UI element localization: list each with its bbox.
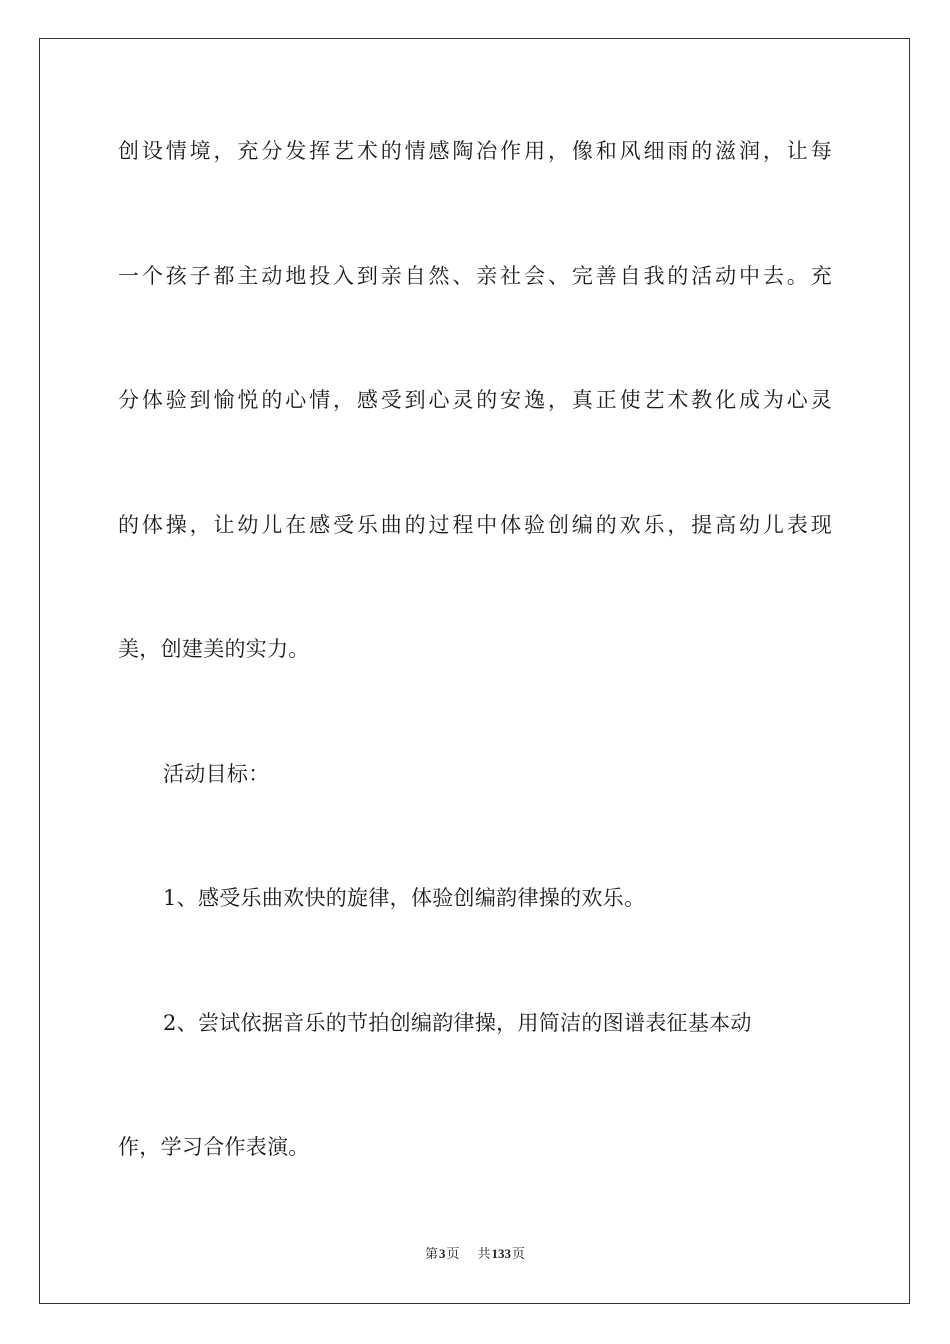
goal-item-2-line-1: 2、尝试依据音乐的节拍创编韵律操，用简洁的图谱表征基本动 (163, 1011, 752, 1035)
section-heading: 活动目标： (163, 762, 270, 786)
paragraph-line-1: 创设情境，充分发挥艺术的情感陶冶作用，像和风细雨的滋润，让每 (118, 139, 832, 163)
paragraph-line-3: 分体验到愉悦的心情，感受到心灵的安逸，真正使艺术教化成为心灵 (118, 388, 832, 412)
page-suffix: 页 (446, 1246, 460, 1261)
page-prefix: 第 (424, 1246, 438, 1261)
paragraph-line-5: 美，创建美的实力。 (118, 637, 310, 661)
total-pages: 133 (491, 1246, 512, 1261)
page-border (39, 38, 910, 1304)
goal-item-2-line-2: 作，学习合作表演。 (118, 1135, 310, 1159)
total-suffix: 页 (512, 1246, 526, 1261)
page-footer (0, 1245, 950, 1263)
paragraph-line-2: 一个孩子都主动地投入到亲自然、亲社会、完善自我的活动中去。充 (118, 264, 832, 288)
total-prefix: 共 (477, 1246, 491, 1261)
page-number: 3 (438, 1246, 446, 1261)
goal-item-1: 1、感受乐曲欢快的旋律，体验创编韵律操的欢乐。 (163, 886, 646, 910)
paragraph-line-4: 的体操，让幼儿在感受乐曲的过程中体验创编的欢乐，提高幼儿表现 (118, 513, 832, 537)
